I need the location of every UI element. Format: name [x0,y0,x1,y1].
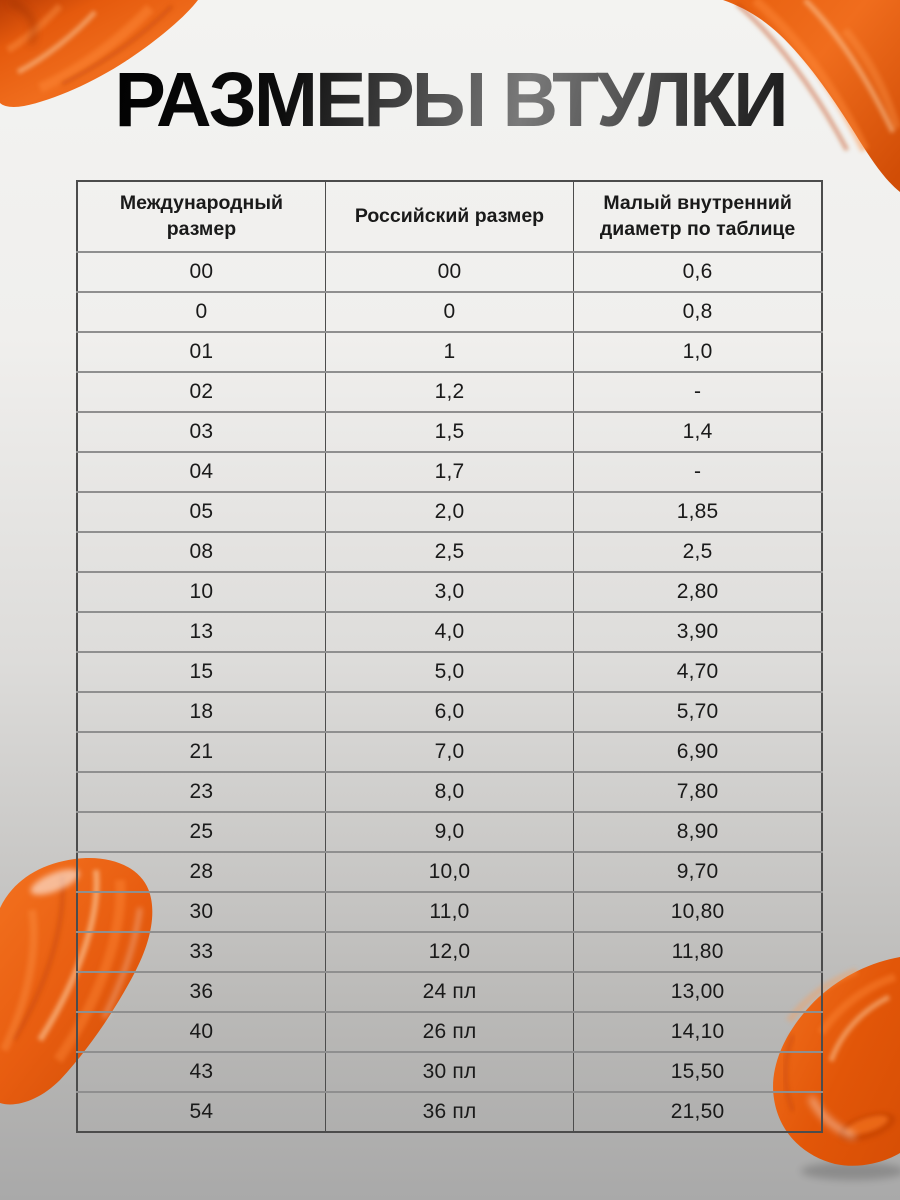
table-cell: 0,6 [574,252,822,292]
table-cell: 15,50 [574,1052,822,1092]
page-title: РАЗМЕРЫ ВТУЛКИ [0,58,900,143]
table-row [77,692,822,732]
table-cell: 10,0 [325,852,573,892]
table-cell: 9,0 [325,812,573,852]
table-cell: 3,90 [574,612,822,652]
table-cell: 21,50 [574,1092,822,1132]
table-cell: 3,0 [325,572,573,612]
table-cell: 0 [325,292,573,332]
table-cell: 43 [77,1052,325,1092]
header-row [77,181,822,252]
table-cell: 00 [325,252,573,292]
table-cell: 10,80 [574,892,822,932]
table-row [77,452,822,492]
table-cell: 8,0 [325,772,573,812]
table-cell: 33 [77,932,325,972]
table-cell: 23 [77,772,325,812]
table-cell: 10 [77,572,325,612]
table-cell: 01 [77,332,325,372]
table-cell: 1,7 [325,452,573,492]
table-row [77,572,822,612]
table-cell: - [574,372,822,412]
table-cell: 11,80 [574,932,822,972]
table-cell: 28 [77,852,325,892]
table-cell: 18 [77,692,325,732]
table-row [77,252,822,292]
table-row [77,892,822,932]
table-cell: 13,00 [574,972,822,1012]
table-row [77,972,822,1012]
table-row [77,292,822,332]
table-cell: 03 [77,412,325,452]
table-cell: 1 [325,332,573,372]
table-cell: 4,70 [574,652,822,692]
table-cell: 11,0 [325,892,573,932]
table-cell: - [574,452,822,492]
table-cell: 54 [77,1092,325,1132]
table-cell: 1,5 [325,412,573,452]
table-cell: 5,70 [574,692,822,732]
table-cell: 25 [77,812,325,852]
table-cell: 12,0 [325,932,573,972]
table-cell: 14,10 [574,1012,822,1052]
table-cell: 6,0 [325,692,573,732]
table-cell: 36 [77,972,325,1012]
table-header [77,181,822,252]
column-header-international-size: Международный размер [119,191,283,240]
table-cell: 05 [77,492,325,532]
table-cell: 0,8 [574,292,822,332]
table-row [77,1092,822,1132]
table-cell: 2,5 [325,532,573,572]
table-cell: 1,2 [325,372,573,412]
table-cell: 15 [77,652,325,692]
table-cell: 1,85 [574,492,822,532]
table-cell: 1,4 [574,412,822,452]
table-cell: 40 [77,1012,325,1052]
table-body [77,252,822,1132]
table-row [77,332,822,372]
column-header-russian-size: Российский размер [325,181,573,252]
table-cell: 08 [77,532,325,572]
size-table [76,180,823,1133]
table-cell: 36 пл [325,1092,573,1132]
table-cell: 9,70 [574,852,822,892]
table-cell: 7,0 [325,732,573,772]
table-row [77,652,822,692]
table-cell: 2,80 [574,572,822,612]
table-row [77,412,822,452]
column-header-inner-diameter: Малый внутренний диаметр по таблице [574,181,822,252]
table-cell: 21 [77,732,325,772]
table-cell: 00 [77,252,325,292]
table-row [77,852,822,892]
table-cell: 2,0 [325,492,573,532]
table-cell: 30 [77,892,325,932]
table-cell: 26 пл [325,1012,573,1052]
table-row [77,1012,822,1052]
table-cell: 13 [77,612,325,652]
table-cell: 7,80 [574,772,822,812]
table-cell: 04 [77,452,325,492]
table-row [77,532,822,572]
table-row [77,732,822,772]
table-row [77,612,822,652]
table-row [77,1052,822,1092]
table-row [77,492,822,532]
table-row [77,772,822,812]
table-cell: 30 пл [325,1052,573,1092]
table-cell: 8,90 [574,812,822,852]
table-row [77,932,822,972]
table-cell: 24 пл [325,972,573,1012]
table-cell: 2,5 [574,532,822,572]
table-cell: 4,0 [325,612,573,652]
table-cell: 1,0 [574,332,822,372]
table-row [77,812,822,852]
table-cell: 5,0 [325,652,573,692]
table-row [77,372,822,412]
table-cell: 0 [77,292,325,332]
table-cell: 6,90 [574,732,822,772]
table-cell: 02 [77,372,325,412]
